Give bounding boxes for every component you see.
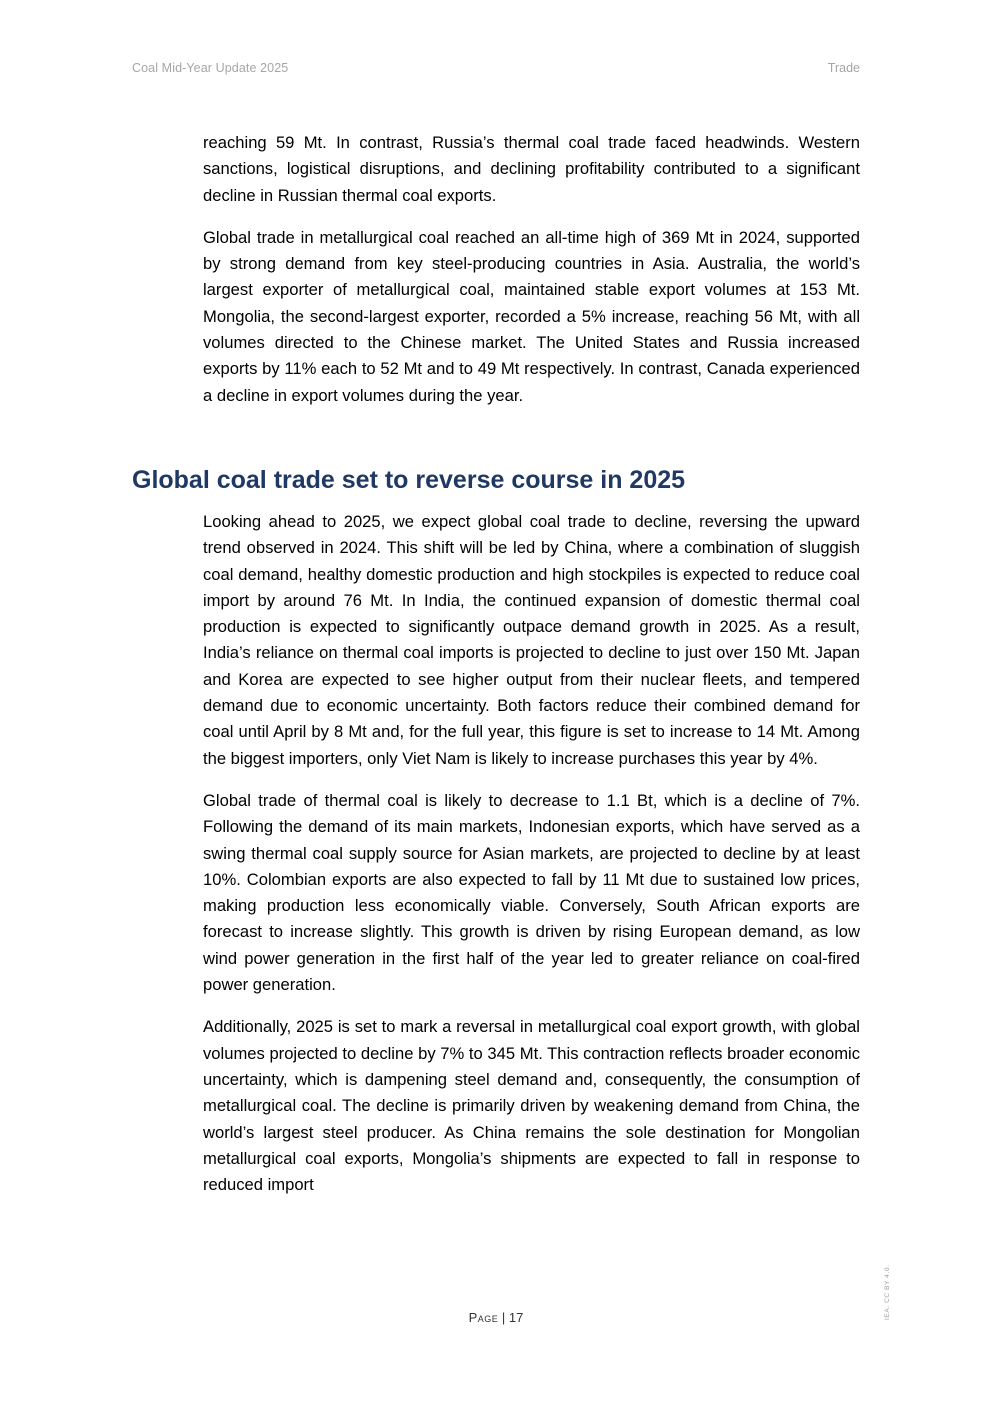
page-number: 17 bbox=[508, 1310, 524, 1325]
running-header-title: Coal Mid-Year Update 2025 bbox=[132, 61, 289, 75]
paragraph: Looking ahead to 2025, we expect global coal trade to decline, reversing the upward trend observed in 2024. This shift will be led by China, where a combination of sluggish coal demand, healthy domestic production and high stockpiles is expected to reduce coal import by around 76 Mt. In India, the continued expansion of domestic thermal coal production is expected to significantly outpace demand growth in 2025. As a result, India’s reliance on thermal coal imports is projected to decline to just over 150 Mt. Japan and Korea are expected to see higher output from their nuclear fleets, and tempered demand due to economic uncertainty. Both factors reduce their combined demand for coal until April by 8 Mt and, for the full year, this figure is set to increase to 14 Mt. Among the biggest importers, only Viet Nam is likely to increase purchases this year by 4%. bbox=[203, 512, 860, 768]
page-footer bbox=[0, 1310, 992, 1325]
paragraph: reaching 59 Mt. In contrast, Russia’s thermal coal trade faced headwinds. Western sanctions, logistical disruptions, and declining profitability contributed to a significant decline in Russian thermal coal exports. bbox=[203, 133, 860, 205]
paragraph: Additionally, 2025 is set to mark a reversal in metallurgical coal export growth, with global volumes projected to decline by 7% to 345 Mt. This contraction reflects broader economic uncertainty, which is dampening steel demand and, consequently, the consumption of metallurgical coal. The decline is primarily driven by weakening demand from China, the world’s largest steel producer. As China remains the sole destination for Mongolian metallurgical coal exports, Mongolia’s shipments are expected to fall in response to reduced import bbox=[203, 1017, 860, 1195]
body-text-section bbox=[203, 509, 860, 1214]
license-notice: IEA. CC BY 4.0. bbox=[884, 1264, 891, 1320]
running-header-chapter: Trade bbox=[827, 61, 860, 75]
paragraph: Global trade of thermal coal is likely to decrease to 1.1 Bt, which is a decline of 7%. Following the demand of its main markets, Indonesian exports, which have served as a swing thermal coal supply source for Asian markets, are projected to decline by at least 10%. Colombian exports are also expected to fall by 11 Mt due to sustained low prices, making production less economically viable. Conversely, South African exports are forecast to increase slightly. This growth is driven by rising European demand, as low wind power generation in the first half of the year led to greater reliance on coal-fired power generation. bbox=[203, 790, 860, 995]
page-separator: | bbox=[498, 1310, 509, 1325]
paragraph: Global trade in metallurgical coal reached an all-time high of 369 Mt in 2024, supported by strong demand from key steel-producing countries in Asia. Australia, the world’s largest exporter of metallurgical coal, maintained stable export volumes at 153 Mt. Mongolia, the second-largest exporter, recorded a 5% increase, reaching 56 Mt, with all volumes directed to the Chinese market. The United States and Russia increased exports by 11% each to 52 Mt and to 49 Mt respectively. In contrast, Canada experienced a decline in export volumes during the year. bbox=[203, 227, 860, 405]
section-heading: Global coal trade set to reverse course in 2025 bbox=[132, 466, 686, 494]
page-label: Page bbox=[468, 1310, 499, 1325]
body-text-top bbox=[203, 130, 860, 425]
